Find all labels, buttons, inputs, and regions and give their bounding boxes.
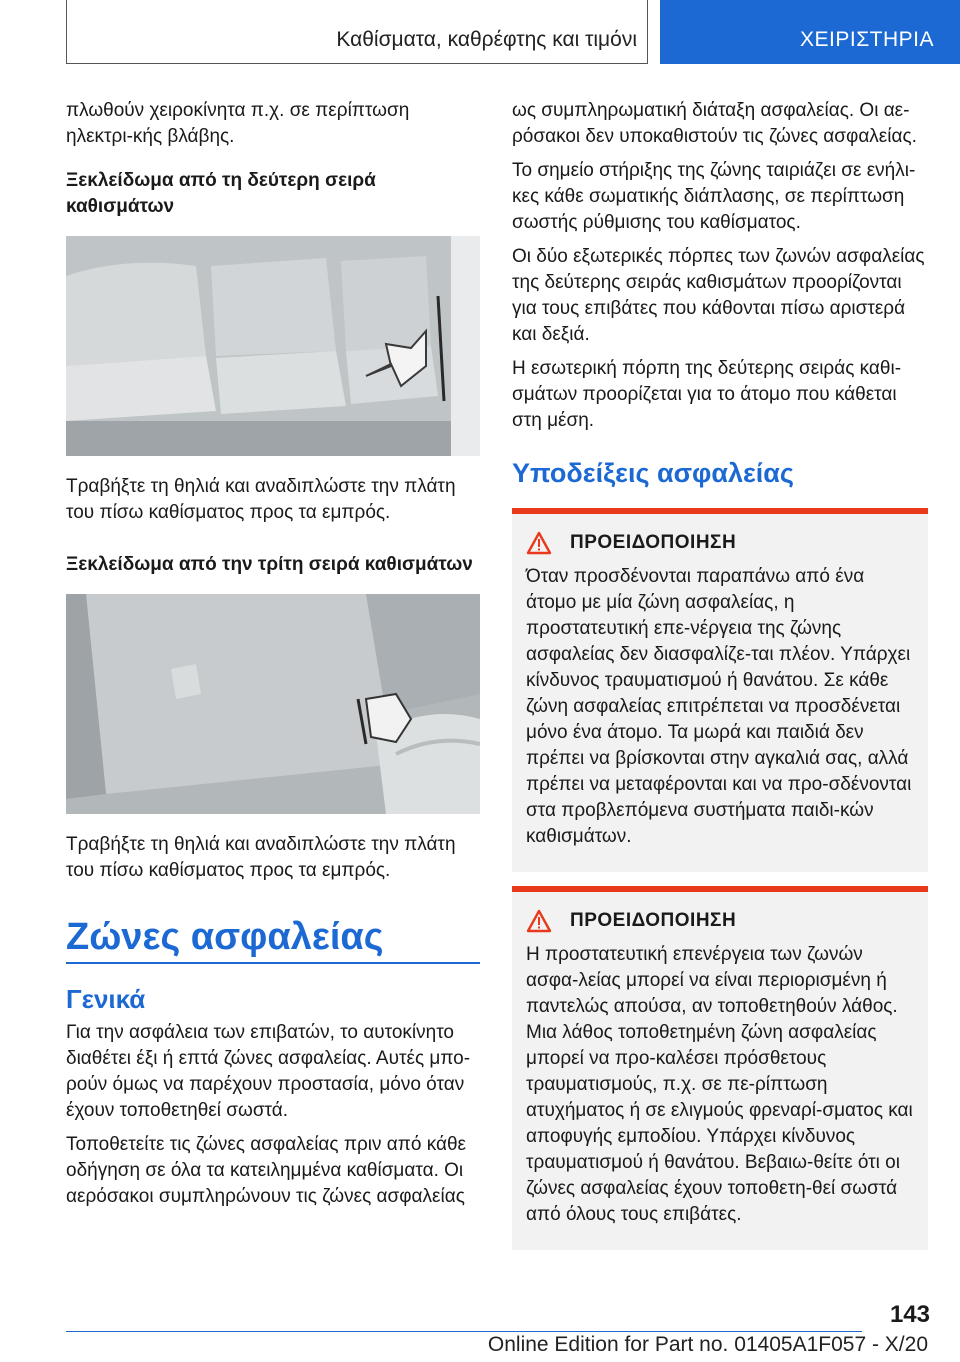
intro-text: πλωθούν χειροκίνητα π.χ. σε περίπτωση ηλεκτρι-κής βλάβης. xyxy=(66,100,410,147)
warning-text: Όταν προσδένονται παραπάνω από ένα άτομο με μία ζώνη ασφαλείας, η προστατευτική επε-νέργεια της ζώνης ασφαλείας δεν διασφαλίζε-ται πλέον. Υπάρχει κίνδυνος τραυματισμού ή θανάτου. Σε κάθε ζώνη ασφαλείας επιτρέπεται να προσδένεται μόνο ένα άτομο. Τα μωρά και παιδιά δεν πρέπει να βρίσκονται στην αγκαλιά σας, αλλά πρέπει να μεταφέρονται και να προ-σδένονται στα προβλεπόμενα συστήματα παιδι-κών καθισμάτων. xyxy=(526,566,912,847)
warning-box-2 xyxy=(512,886,928,1250)
warning-title: ΠΡΟΕΙΔΟΠΟΙΗΣΗ xyxy=(570,910,737,931)
general-heading: Γενικά xyxy=(66,984,146,1014)
safety-heading: Υποδείξεις ασφαλείας xyxy=(512,458,794,488)
footer-divider xyxy=(66,1331,862,1332)
right-column xyxy=(512,98,928,1264)
chapter-title: Καθίσματα, καθρέφτης και τιμόνι xyxy=(336,28,637,51)
footer-edition: Online Edition for Part no. 01405A1F057 - X/20 xyxy=(487,1333,928,1356)
warning-title: ΠΡΟΕΙΔΟΠΟΙΗΣΗ xyxy=(570,532,737,553)
warning-triangle-icon xyxy=(526,531,552,555)
warning-header xyxy=(526,908,914,934)
warning-header xyxy=(526,530,914,556)
section-divider xyxy=(66,962,480,964)
seat-illustration xyxy=(66,594,480,814)
warning-box-1 xyxy=(512,508,928,872)
warning-text: Η προστατευτική επενέργεια των ζωνών ασφα-λείας μπορεί να είναι περιορισμένη ή παντελώς απούσα, αν τοποθετηθούν λάθος. Μια λάθος τοποθετημένη ζώνη ασφαλείας μπορεί να προ-καλέσει πρόσθετους τραυματισμούς, π.χ. σε πε-ρίπτωση ατυχήματος ή σε ελιγμούς φρεναρί-σματος και αποφυγής εμποδίου. Υπάρχει κίνδυνος τραυματισμού ή θανάτου. Βεβαιω-θείτε ότι οι ζώνες ασφαλείας έχουν τοποθετη-θεί σωστά από όλους τους επιβάτες. xyxy=(526,944,913,1225)
general-paragraph-2: Τοποθετείτε τις ζώνες ασφαλείας πριν από κάθε οδήγηση σε όλα τα κατειλημμένα καθίσματα. Οι αερόσακοι συμπληρώνουν τις ζώνες ασφαλείας xyxy=(66,1134,466,1207)
section-tab[interactable] xyxy=(660,0,960,64)
chapter-header xyxy=(66,0,648,64)
seat-illustration xyxy=(66,236,480,456)
rear-seat-photo-third-row xyxy=(66,594,480,814)
paragraph-3: Οι δύο εξωτερικές πόρπες των ζωνών ασφαλείας της δεύτερης σειράς καθισμάτων προορίζονται για τους επιβάτες που κάθονται πίσω αριστερά και δεξιά. xyxy=(512,246,925,345)
paragraph-2: Το σημείο στήριξης της ζώνης ταιριάζει σε ενήλι-κες κάθε σωματικής διάπλασης, σε περίπτωση σωστής ρύθμισης του καθίσματος. xyxy=(512,160,916,233)
rear-seat-photo-second-row xyxy=(66,236,480,456)
general-paragraph-1: Για την ασφάλεια των επιβατών, το αυτοκίνητο διαθέτει έξι ή επτά ζώνες ασφαλείας. Αυτές μπο-ρούν όμως να παρέχουν προστασία, μόνο όταν έχουν τοποθετηθεί σωστά. xyxy=(66,1022,471,1121)
caption-second-row: Τραβήξτε τη θηλιά και αναδιπλώστε την πλάτη του πίσω καθίσματος προς τα εμπρός. xyxy=(66,476,456,523)
paragraph-1: ως συμπληρωματική διάταξη ασφαλείας. Οι αε-ρόσακοι δεν υποκαθιστούν τις ζώνες ασφαλείας. xyxy=(512,100,917,147)
paragraph-4: Η εσωτερική πόρπη της δεύτερης σειράς καθι-σμάτων προορίζεται για το άτομο που κάθεται στη μέση. xyxy=(512,358,902,431)
subheading-second-row: Ξεκλείδωμα από τη δεύτερη σειρά καθισμάτων xyxy=(66,170,376,217)
section-tab-label: ΧΕΙΡΙΣΤΗΡΙΑ xyxy=(800,28,935,51)
subheading-third-row: Ξεκλείδωμα από την τρίτη σειρά καθισμάτων xyxy=(66,554,473,575)
warning-triangle-icon xyxy=(526,909,552,933)
section-title: Ζώνες ασφαλείας xyxy=(66,916,384,958)
page-number: 143 xyxy=(889,1301,930,1328)
caption-third-row: Τραβήξτε τη θηλιά και αναδιπλώστε την πλάτη του πίσω καθίσματος προς τα εμπρός. xyxy=(66,834,456,881)
left-column xyxy=(66,98,480,1218)
